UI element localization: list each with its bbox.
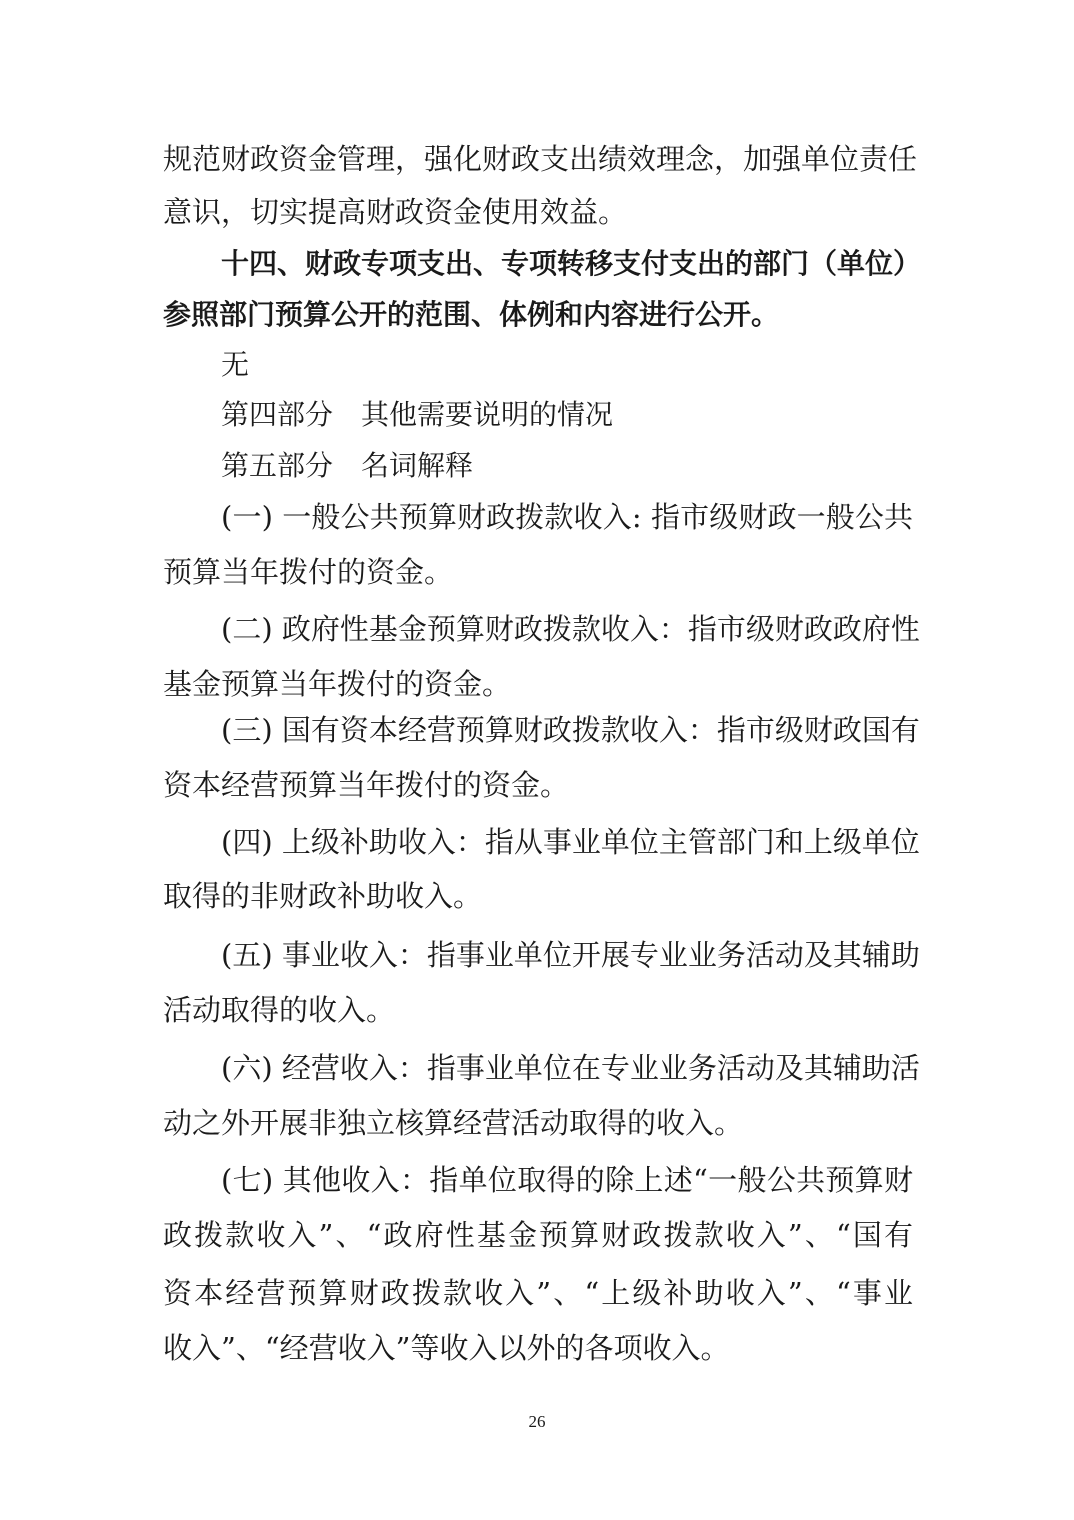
- definition-item: (一) 一般公共预算财政拨款收入: 指市级财政一般公共: [221, 500, 913, 534]
- section-heading-14: 十四、财政专项支出、专项转移支付支出的部门（单位）: [221, 247, 922, 280]
- body-text-line: 规范财政资金管理，强化财政支出绩效理念，加强单位责任: [163, 142, 918, 176]
- part-four-heading: 第四部分 其他需要说明的情况: [221, 398, 614, 431]
- definition-item: (三) 国有资本经营预算财政拨款收入：指市级财政国有: [221, 713, 920, 747]
- definition-item-continued: 资本经营预算当年拨付的资金。: [163, 768, 570, 802]
- page-number: 26: [528, 1412, 546, 1431]
- part-five-heading: 第五部分 名词解释: [221, 449, 474, 482]
- definition-item-continued: 预算当年拨付的资金。: [163, 555, 454, 589]
- definition-item: (五) 事业收入：指事业单位开展专业业务活动及其辅助: [221, 938, 920, 972]
- definition-item: (二) 政府性基金预算财政拨款收入：指市级财政政府性: [221, 612, 920, 646]
- definition-item-continued: 收入”、“经营收入”等收入以外的各项收入。: [163, 1331, 730, 1365]
- definition-item-continued: 基金预算当年拨付的资金。: [163, 667, 512, 701]
- definition-item-continued: 政拨款收入”、“政府性基金预算财政拨款收入”、“国有: [163, 1218, 913, 1252]
- definition-item: (七) 其他收入：指单位取得的除上述“一般公共预算财: [221, 1163, 913, 1197]
- definition-item-continued: 资本经营预算财政拨款收入”、“上级补助收入”、“事业: [163, 1276, 913, 1310]
- body-text-line: 意识，切实提高财政资金使用效益。: [163, 195, 628, 229]
- definition-item-continued: 取得的非财政补助收入。: [163, 879, 483, 913]
- definition-item-continued: 动之外开展非独立核算经营活动取得的收入。: [163, 1106, 744, 1140]
- definition-item-continued: 活动取得的收入。: [163, 993, 396, 1027]
- definition-item: (四) 上级补助收入：指从事业单位主管部门和上级单位: [221, 825, 920, 859]
- section-heading-14-continued: 参照部门预算公开的范围、体例和内容进行公开。: [163, 298, 780, 331]
- definition-item: (六) 经营收入：指事业单位在专业业务活动及其辅助活: [221, 1051, 920, 1085]
- none-statement: 无: [221, 348, 250, 381]
